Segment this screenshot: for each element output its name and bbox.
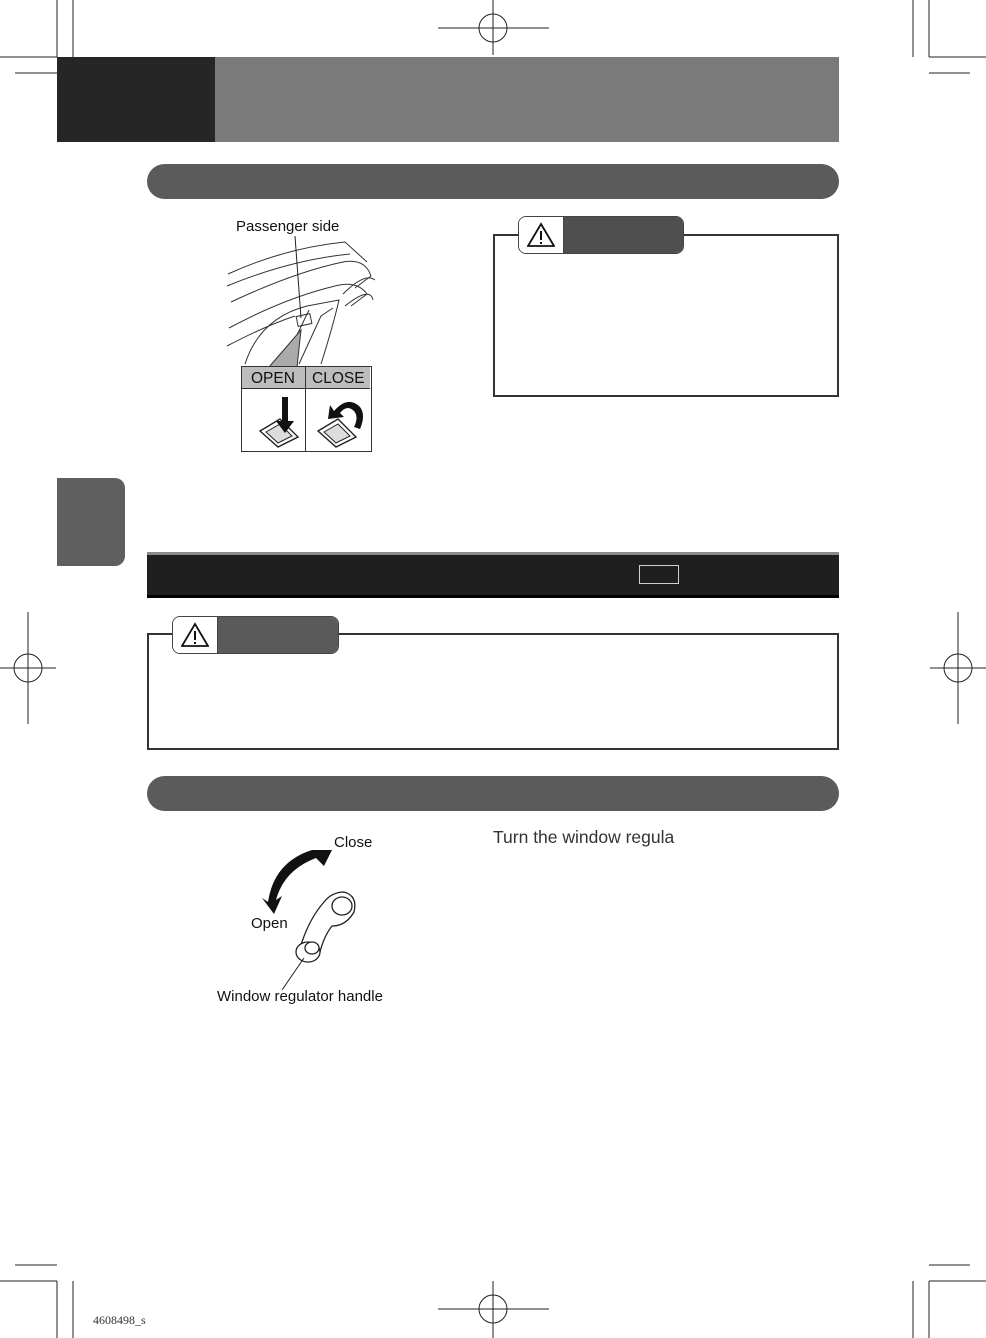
caution-box-power-window: [493, 234, 839, 397]
chapter-side-tab: [57, 478, 125, 566]
page-header-bar: [215, 57, 839, 142]
chapter-header-block: [57, 57, 215, 142]
section-heading-bar-power-windows: [147, 164, 839, 199]
lock-switch-heading-bar: [147, 552, 839, 598]
warning-tab-lock-switch: [172, 616, 339, 654]
document-code: 4608498_s: [93, 1313, 146, 1327]
reference-box: [639, 565, 679, 584]
switch-push-down-icon: [252, 391, 302, 449]
open-label: OPEN: [251, 370, 295, 387]
warning-triangle-icon: [173, 617, 218, 653]
caution-tab-power-window: [518, 216, 684, 254]
section-heading-bar-manual-windows: [147, 776, 839, 811]
open-direction-label: Open: [251, 915, 288, 932]
close-label: CLOSE: [312, 370, 365, 387]
warning-triangle-icon: [519, 217, 564, 253]
close-direction-label: Close: [334, 834, 373, 851]
switch-pull-up-icon: [314, 391, 368, 449]
passenger-side-label: Passenger side: [236, 218, 340, 235]
open-close-table: [241, 366, 372, 452]
manual-window-instruction: Turn the window regula: [493, 827, 675, 847]
window-regulator-handle-label: Window regulator handle: [217, 988, 383, 1005]
door-switch-illustration: [225, 236, 375, 368]
